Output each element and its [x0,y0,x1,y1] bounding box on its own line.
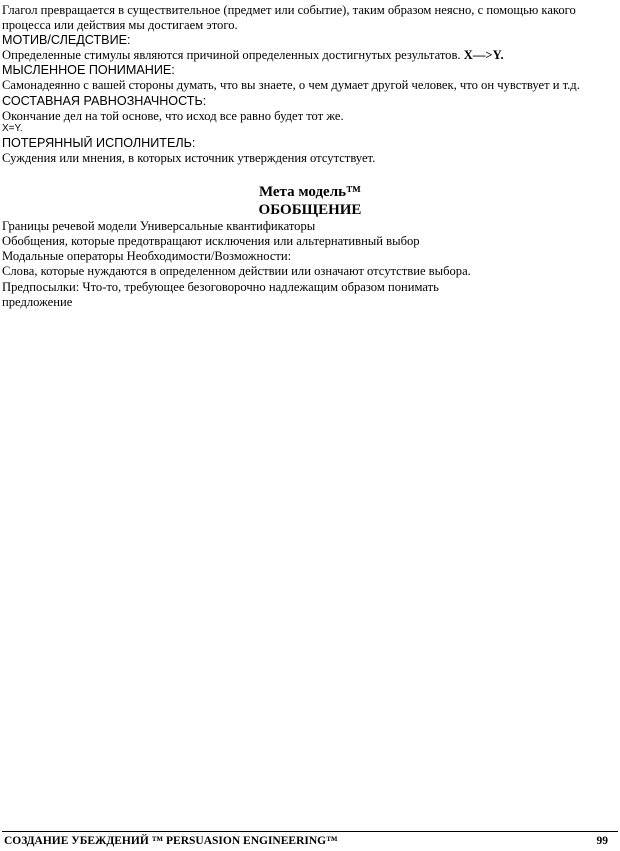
footer-title: СОЗДАНИЕ УБЕЖДЕНИЙ ™ PERSUASION ENGINEERING™ [4,835,338,847]
meta-line: предложение [2,295,73,309]
meta-line: Границы речевой модели Универсальные квантификаторы [2,219,316,233]
section-text-complex-equivalence: Окончание дел на той основе, что исход все равно будет тот же. [2,109,344,123]
section-text-mind-reading: Самонадеянно с вашей стороны думать, что вы знаете, о чем думает другой человек, что он чувствует и т.д. [2,78,580,92]
section-text-lost-performative: Суждения или мнения, в которых источник утверждения отсутствует. [2,151,376,165]
section-text-motive [2,48,616,63]
meta-line: Обобщения, которые предотвращают исключения или альтернативный выбор [2,234,420,248]
meta-line: Слова, которые нуждаются в определенном действии или означают отсутствие выбора. [2,264,471,278]
footer-divider [2,831,618,832]
section-heading-motive: МОТИВ/СЛЕДСТВИЕ: [2,33,131,47]
meta-line: Предпосылки: Что-то, требующее безоговорочно надлежащим образом понимать [2,280,439,294]
page-number: 99 [596,835,608,847]
intro-line-2: процесса или действия мы достигаем этого. [2,18,238,32]
section-heading-complex-equivalence: СОСТАВНАЯ РАВНОЗНАЧНОСТЬ: [2,94,207,108]
section-text-motive-body: Определенные стимулы являются причиной определенных достигнутых результатов. [2,48,464,62]
meta-model-subtitle: ОБОБЩЕНИЕ [258,202,362,218]
intro-line-1: Глагол превращается в существительное (предмет или событие), таким образом неясно, с помощью какого [2,3,576,17]
section-heading-mind-reading: МЫСЛЕННОЕ ПОНИМАНИЕ: [2,63,175,77]
section-note-complex-equivalence: X=Y. [2,123,23,134]
meta-line: Модальные операторы Необходимости/Возможности: [2,249,292,263]
section-heading-lost-performative: ПОТЕРЯННЫЙ ИСПОЛНИТЕЛЬ: [2,136,196,150]
section-text-motive-formula: X—>Y. [463,48,504,62]
meta-model-title: Мета модель™ [258,184,362,200]
